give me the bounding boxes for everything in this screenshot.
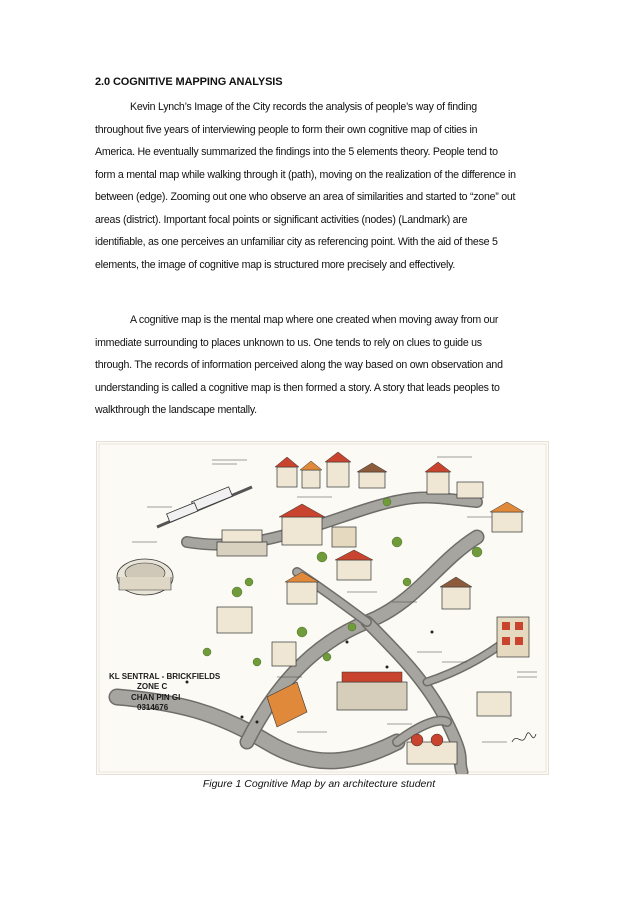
paragraph-2-line: walkthrough the landscape mentally. — [95, 404, 257, 416]
paragraph-1-line: America. He eventually summarized the findings into the 5 elements theory. People tend to — [95, 146, 498, 158]
cognitive-map-drawing — [97, 442, 548, 774]
map-title-line: KL SENTRAL - BRICKFIELDS — [109, 672, 221, 681]
section-heading: 2.0 COGNITIVE MAPPING ANALYSIS — [95, 76, 283, 88]
map-title-line: CHAN PIN GI — [131, 693, 181, 702]
stadium-building — [117, 559, 173, 595]
paragraph-2-line: A cognitive map is the mental map where one created when moving away from our — [130, 314, 499, 326]
paragraph-2-line: through. The records of information perceived along the way based on own observation and — [95, 359, 503, 371]
paragraph-1-line: elements, the image of cognitive map is structured more precisely and effectively. — [95, 258, 456, 271]
paragraph-2-line: understanding is called a cognitive map is then formed a story. A story that leads peoples to — [95, 381, 500, 394]
paragraph-1-line: Kevin Lynch’s Image of the City records the analysis of people’s way of finding — [130, 101, 477, 113]
map-title-line: 0314676 — [137, 703, 169, 712]
paragraph-1-line: throughout five years of interviewing people to form their own cognitive map of cities in — [95, 123, 478, 136]
paragraph-1-line: identifiable, as one perceives an unfamiliar city as referencing point. With the aid of these 5 — [95, 236, 498, 248]
paragraph-1 — [95, 96, 545, 276]
paragraph-1-line: form a mental map while walking through it (path), moving on the realization of the difference in — [95, 168, 516, 181]
paragraph-1-line: areas (district). Important focal points or significant activities (nodes) (Landmark) are — [95, 213, 468, 226]
paragraph-2-line: immediate surrounding to places unknown to us. One tends to rely on clues to guide us — [95, 336, 482, 349]
figure-caption: Figure 1 Cognitive Map by an architecture student — [202, 778, 436, 790]
paragraph-2 — [95, 309, 545, 422]
cognitive-map-figure — [96, 441, 549, 775]
map-title-line: ZONE C — [137, 682, 168, 691]
paragraph-1-line: between (edge). Zooming out one who observe an area of similarities and started to “zone” out — [95, 191, 516, 203]
